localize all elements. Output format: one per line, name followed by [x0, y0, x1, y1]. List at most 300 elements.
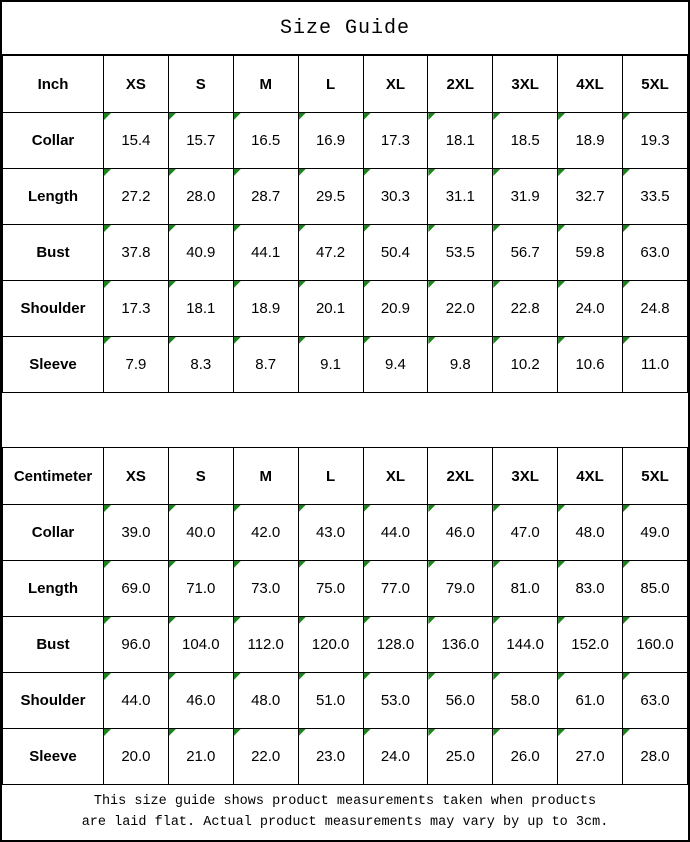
value-text: 10.6 — [575, 356, 605, 373]
value-text: 71.0 — [186, 580, 216, 597]
value-cell — [233, 281, 298, 337]
value-cell — [623, 281, 688, 337]
measurement-row-length — [3, 561, 688, 617]
value-text: 136.0 — [441, 636, 480, 653]
value-text: 16.5 — [251, 132, 281, 149]
value-text: 40.9 — [186, 244, 216, 261]
value-cell — [104, 225, 169, 281]
cell-flag-triangle-icon — [169, 225, 176, 232]
value-cell — [168, 113, 233, 169]
value-text: 83.0 — [575, 580, 605, 597]
cell-flag-triangle-icon — [299, 337, 306, 344]
cell-flag-triangle-icon — [364, 281, 371, 288]
value-cell — [363, 729, 428, 785]
value-cell — [428, 561, 493, 617]
value-text: 15.4 — [121, 132, 151, 149]
cell-flag-triangle-icon — [558, 561, 565, 568]
cell-flag-triangle-icon — [364, 561, 371, 568]
value-text: 37.8 — [121, 244, 151, 261]
value-text: 17.3 — [121, 300, 151, 317]
value-cell — [428, 281, 493, 337]
value-cell — [168, 169, 233, 225]
value-text: 152.0 — [571, 636, 609, 653]
value-cell — [233, 673, 298, 729]
value-cell — [104, 281, 169, 337]
value-text: 42.0 — [251, 524, 281, 541]
value-cell — [493, 281, 558, 337]
value-cell — [493, 561, 558, 617]
cell-flag-triangle-icon — [364, 505, 371, 512]
cell-flag-triangle-icon — [169, 505, 176, 512]
value-text: 20.1 — [315, 300, 346, 317]
value-text: 10.2 — [510, 356, 540, 373]
value-text: 8.3 — [190, 356, 212, 373]
spacer-row — [2, 393, 688, 447]
cell-flag-triangle-icon — [558, 281, 565, 288]
cell-flag-triangle-icon — [299, 225, 306, 232]
value-cell — [233, 113, 298, 169]
value-cell — [104, 505, 169, 561]
cell-flag-triangle-icon — [104, 729, 111, 736]
value-text: 16.9 — [315, 132, 346, 149]
value-cell — [558, 729, 623, 785]
cell-flag-triangle-icon — [169, 561, 176, 568]
value-cell — [428, 673, 493, 729]
value-cell — [104, 113, 169, 169]
value-cell — [558, 281, 623, 337]
measurement-row-length — [3, 169, 688, 225]
value-cell — [104, 561, 169, 617]
cell-flag-triangle-icon — [104, 617, 111, 624]
cell-flag-triangle-icon — [623, 113, 630, 120]
value-cell — [233, 561, 298, 617]
cell-flag-triangle-icon — [428, 169, 435, 176]
value-text: 7.9 — [125, 356, 147, 373]
cell-flag-triangle-icon — [299, 561, 306, 568]
value-text: 19.3 — [640, 132, 670, 149]
cell-flag-triangle-icon — [558, 225, 565, 232]
value-text: 11.0 — [640, 356, 670, 373]
value-text: 73.0 — [251, 580, 281, 597]
cell-flag-triangle-icon — [299, 113, 306, 120]
value-text: 24.8 — [640, 300, 670, 317]
cell-flag-triangle-icon — [623, 561, 630, 568]
value-text: 104.0 — [182, 636, 220, 653]
value-cell — [298, 561, 363, 617]
value-text: 44.0 — [380, 524, 411, 541]
cell-flag-triangle-icon — [428, 673, 435, 680]
row-label-cell: Shoulder — [3, 281, 104, 337]
value-cell — [493, 337, 558, 393]
value-cell — [558, 169, 623, 225]
cell-flag-triangle-icon — [299, 505, 306, 512]
size-header-cell-3xl: 3XL — [493, 448, 558, 505]
value-cell — [623, 505, 688, 561]
value-text: 20.0 — [121, 748, 151, 765]
value-text: 58.0 — [510, 692, 540, 709]
value-text: 32.7 — [575, 188, 605, 205]
cell-flag-triangle-icon — [493, 505, 500, 512]
value-text: 31.1 — [445, 188, 475, 205]
value-text: 47.2 — [315, 244, 346, 261]
value-text: 44.1 — [251, 244, 281, 261]
value-cell — [623, 673, 688, 729]
value-text: 69.0 — [121, 580, 151, 597]
footer-note-line1: This size guide shows product measurements taken when products — [93, 793, 597, 809]
cell-flag-triangle-icon — [234, 673, 241, 680]
value-text: 63.0 — [640, 692, 670, 709]
cell-flag-triangle-icon — [234, 169, 241, 176]
cell-flag-triangle-icon — [299, 169, 306, 176]
measurement-row-shoulder — [3, 673, 688, 729]
cell-flag-triangle-icon — [234, 505, 241, 512]
cell-flag-triangle-icon — [299, 281, 306, 288]
size-header-cell-5xl: 5XL — [623, 56, 688, 113]
value-text: 40.0 — [186, 524, 216, 541]
value-text: 160.0 — [636, 636, 674, 653]
cell-flag-triangle-icon — [234, 225, 241, 232]
centimeter-header-row — [3, 448, 688, 505]
value-text: 63.0 — [640, 244, 670, 261]
cell-flag-triangle-icon — [623, 225, 630, 232]
footer-note — [2, 785, 688, 840]
value-cell — [558, 337, 623, 393]
cell-flag-triangle-icon — [493, 337, 500, 344]
value-text: 53.0 — [380, 692, 411, 709]
value-text: 30.3 — [380, 188, 411, 205]
value-cell — [493, 505, 558, 561]
cell-flag-triangle-icon — [428, 729, 435, 736]
size-header-cell-4xl: 4XL — [558, 56, 623, 113]
value-cell — [298, 113, 363, 169]
value-cell — [298, 729, 363, 785]
size-header-cell-m: M — [233, 448, 298, 505]
value-text: 15.7 — [186, 132, 216, 149]
value-text: 120.0 — [311, 636, 350, 653]
value-cell — [233, 225, 298, 281]
value-text: 85.0 — [640, 580, 670, 597]
measurement-row-sleeve — [3, 337, 688, 393]
value-cell — [233, 337, 298, 393]
cell-flag-triangle-icon — [623, 169, 630, 176]
value-text: 22.0 — [251, 748, 281, 765]
value-text: 46.0 — [186, 692, 216, 709]
cell-flag-triangle-icon — [234, 113, 241, 120]
value-text: 27.2 — [121, 188, 151, 205]
cell-flag-triangle-icon — [558, 505, 565, 512]
value-cell — [558, 225, 623, 281]
value-cell — [428, 617, 493, 673]
value-cell — [233, 617, 298, 673]
value-text: 9.8 — [449, 356, 471, 373]
value-text: 24.0 — [380, 748, 411, 765]
value-text: 20.9 — [380, 300, 411, 317]
value-cell — [558, 673, 623, 729]
value-cell — [363, 225, 428, 281]
value-cell — [428, 729, 493, 785]
cell-flag-triangle-icon — [104, 337, 111, 344]
value-cell — [104, 169, 169, 225]
cell-flag-triangle-icon — [104, 169, 111, 176]
cell-flag-triangle-icon — [104, 561, 111, 568]
value-text: 9.4 — [385, 356, 406, 373]
value-cell — [623, 729, 688, 785]
measurement-row-shoulder — [3, 281, 688, 337]
value-text: 18.1 — [186, 300, 216, 317]
value-cell — [428, 225, 493, 281]
cell-flag-triangle-icon — [104, 673, 111, 680]
cell-flag-triangle-icon — [428, 113, 435, 120]
value-cell — [363, 281, 428, 337]
cell-flag-triangle-icon — [104, 505, 111, 512]
cell-flag-triangle-icon — [493, 729, 500, 736]
value-text: 46.0 — [445, 524, 475, 541]
row-label-cell: Length — [3, 169, 104, 225]
value-cell — [104, 729, 169, 785]
value-cell — [363, 561, 428, 617]
value-cell — [428, 337, 493, 393]
value-cell — [623, 113, 688, 169]
cell-flag-triangle-icon — [169, 673, 176, 680]
value-text: 26.0 — [510, 748, 540, 765]
footer-note-line2: are laid flat. Actual product measurements may vary by up to 3cm. — [81, 814, 609, 830]
value-text: 48.0 — [575, 524, 605, 541]
cell-flag-triangle-icon — [234, 337, 241, 344]
cell-flag-triangle-icon — [104, 113, 111, 120]
value-cell — [493, 225, 558, 281]
size-header-cell-s: S — [168, 56, 233, 113]
cell-flag-triangle-icon — [623, 617, 630, 624]
measurement-row-collar — [3, 505, 688, 561]
value-text: 81.0 — [510, 580, 540, 597]
value-cell — [233, 729, 298, 785]
cell-flag-triangle-icon — [234, 281, 241, 288]
cell-flag-triangle-icon — [234, 617, 241, 624]
cell-flag-triangle-icon — [623, 729, 630, 736]
value-cell — [168, 281, 233, 337]
value-text: 8.7 — [255, 356, 277, 373]
size-header-cell-xs: XS — [104, 448, 169, 505]
value-cell — [493, 617, 558, 673]
value-text: 25.0 — [445, 748, 475, 765]
cell-flag-triangle-icon — [428, 505, 435, 512]
row-label-cell: Sleeve — [3, 729, 104, 785]
value-text: 28.0 — [640, 748, 670, 765]
value-text: 59.8 — [575, 244, 605, 261]
cell-flag-triangle-icon — [169, 281, 176, 288]
value-cell — [168, 225, 233, 281]
value-text: 18.9 — [575, 132, 605, 149]
value-text: 50.4 — [380, 244, 411, 261]
value-text: 29.5 — [315, 188, 346, 205]
value-text: 9.1 — [320, 356, 341, 373]
cell-flag-triangle-icon — [493, 617, 500, 624]
value-text: 18.9 — [251, 300, 281, 317]
value-cell — [233, 169, 298, 225]
cell-flag-triangle-icon — [364, 729, 371, 736]
value-cell — [298, 281, 363, 337]
cell-flag-triangle-icon — [299, 673, 306, 680]
value-cell — [168, 561, 233, 617]
value-cell — [558, 617, 623, 673]
value-cell — [558, 561, 623, 617]
cell-flag-triangle-icon — [364, 617, 371, 624]
unit-header-cell: Inch — [3, 56, 104, 113]
cell-flag-triangle-icon — [169, 617, 176, 624]
value-text: 144.0 — [506, 636, 544, 653]
size-header-cell-l: L — [298, 56, 363, 113]
centimeter-table — [2, 447, 688, 785]
cell-flag-triangle-icon — [364, 673, 371, 680]
value-cell — [558, 113, 623, 169]
cell-flag-triangle-icon — [623, 505, 630, 512]
value-text: 51.0 — [315, 692, 346, 709]
measurement-row-collar — [3, 113, 688, 169]
measurement-row-bust — [3, 225, 688, 281]
value-text: 112.0 — [247, 636, 284, 653]
row-label-cell: Collar — [3, 113, 104, 169]
size-header-cell-s: S — [168, 448, 233, 505]
row-label-cell: Collar — [3, 505, 104, 561]
cell-flag-triangle-icon — [428, 617, 435, 624]
value-text: 43.0 — [315, 524, 346, 541]
value-cell — [168, 337, 233, 393]
row-label-cell: Shoulder — [3, 673, 104, 729]
size-header-cell-xl: XL — [363, 448, 428, 505]
size-header-cell-l: L — [298, 448, 363, 505]
size-header-cell-4xl: 4XL — [558, 448, 623, 505]
cell-flag-triangle-icon — [364, 113, 371, 120]
value-text: 39.0 — [121, 524, 151, 541]
value-text: 61.0 — [575, 692, 605, 709]
cell-flag-triangle-icon — [104, 225, 111, 232]
value-cell — [493, 169, 558, 225]
cell-flag-triangle-icon — [493, 281, 500, 288]
value-cell — [104, 337, 169, 393]
value-cell — [623, 337, 688, 393]
value-cell — [428, 169, 493, 225]
size-header-cell-xs: XS — [104, 56, 169, 113]
size-header-cell-m: M — [233, 56, 298, 113]
cell-flag-triangle-icon — [428, 281, 435, 288]
value-cell — [493, 729, 558, 785]
cell-flag-triangle-icon — [493, 225, 500, 232]
value-text: 18.5 — [510, 132, 540, 149]
cell-flag-triangle-icon — [558, 169, 565, 176]
inch-header-row — [3, 56, 688, 113]
cell-flag-triangle-icon — [493, 673, 500, 680]
cell-flag-triangle-icon — [364, 169, 371, 176]
value-text: 77.0 — [380, 580, 411, 597]
cell-flag-triangle-icon — [623, 337, 630, 344]
cell-flag-triangle-icon — [428, 337, 435, 344]
cell-flag-triangle-icon — [364, 225, 371, 232]
size-header-cell-2xl: 2XL — [428, 448, 493, 505]
cell-flag-triangle-icon — [493, 113, 500, 120]
value-text: 24.0 — [575, 300, 605, 317]
value-cell — [363, 673, 428, 729]
value-text: 28.0 — [186, 188, 216, 205]
value-cell — [104, 673, 169, 729]
cell-flag-triangle-icon — [428, 561, 435, 568]
cell-flag-triangle-icon — [493, 561, 500, 568]
cell-flag-triangle-icon — [364, 337, 371, 344]
cell-flag-triangle-icon — [558, 337, 565, 344]
value-text: 128.0 — [376, 636, 415, 653]
value-text: 49.0 — [640, 524, 670, 541]
value-cell — [363, 337, 428, 393]
value-text: 31.9 — [510, 188, 540, 205]
unit-header-cell: Centimeter — [3, 448, 104, 505]
value-cell — [363, 113, 428, 169]
value-text: 75.0 — [315, 580, 346, 597]
cell-flag-triangle-icon — [428, 225, 435, 232]
cell-flag-triangle-icon — [169, 113, 176, 120]
cell-flag-triangle-icon — [234, 729, 241, 736]
value-cell — [298, 225, 363, 281]
cell-flag-triangle-icon — [493, 169, 500, 176]
value-cell — [298, 169, 363, 225]
cell-flag-triangle-icon — [558, 729, 565, 736]
size-header-cell-3xl: 3XL — [493, 56, 558, 113]
inch-table — [2, 55, 688, 393]
value-cell — [493, 673, 558, 729]
value-text: 79.0 — [445, 580, 475, 597]
row-label-cell: Sleeve — [3, 337, 104, 393]
cell-flag-triangle-icon — [169, 337, 176, 344]
value-cell — [298, 505, 363, 561]
cell-flag-triangle-icon — [169, 729, 176, 736]
value-text: 56.7 — [510, 244, 540, 261]
value-cell — [623, 561, 688, 617]
value-text: 47.0 — [510, 524, 540, 541]
value-text: 44.0 — [121, 692, 151, 709]
cell-flag-triangle-icon — [558, 673, 565, 680]
value-cell — [363, 169, 428, 225]
cell-flag-triangle-icon — [299, 617, 306, 624]
cell-flag-triangle-icon — [558, 617, 565, 624]
cell-flag-triangle-icon — [623, 673, 630, 680]
size-header-cell-2xl: 2XL — [428, 56, 493, 113]
value-cell — [428, 113, 493, 169]
row-label-cell: Bust — [3, 617, 104, 673]
value-cell — [298, 673, 363, 729]
size-header-cell-5xl: 5XL — [623, 448, 688, 505]
value-cell — [363, 505, 428, 561]
cell-flag-triangle-icon — [104, 281, 111, 288]
value-text: 22.8 — [510, 300, 540, 317]
cell-flag-triangle-icon — [623, 281, 630, 288]
measurement-row-sleeve — [3, 729, 688, 785]
size-header-cell-xl: XL — [363, 56, 428, 113]
value-cell — [623, 617, 688, 673]
cell-flag-triangle-icon — [299, 729, 306, 736]
cell-flag-triangle-icon — [558, 113, 565, 120]
value-cell — [623, 169, 688, 225]
value-text: 21.0 — [186, 748, 216, 765]
value-text: 53.5 — [445, 244, 475, 261]
row-label-cell: Bust — [3, 225, 104, 281]
row-label-cell: Length — [3, 561, 104, 617]
value-cell — [493, 113, 558, 169]
value-text: 28.7 — [251, 188, 281, 205]
value-cell — [363, 617, 428, 673]
cell-flag-triangle-icon — [234, 561, 241, 568]
value-text: 23.0 — [315, 748, 346, 765]
cell-flag-triangle-icon — [169, 169, 176, 176]
value-cell — [168, 505, 233, 561]
value-text: 18.1 — [445, 132, 475, 149]
